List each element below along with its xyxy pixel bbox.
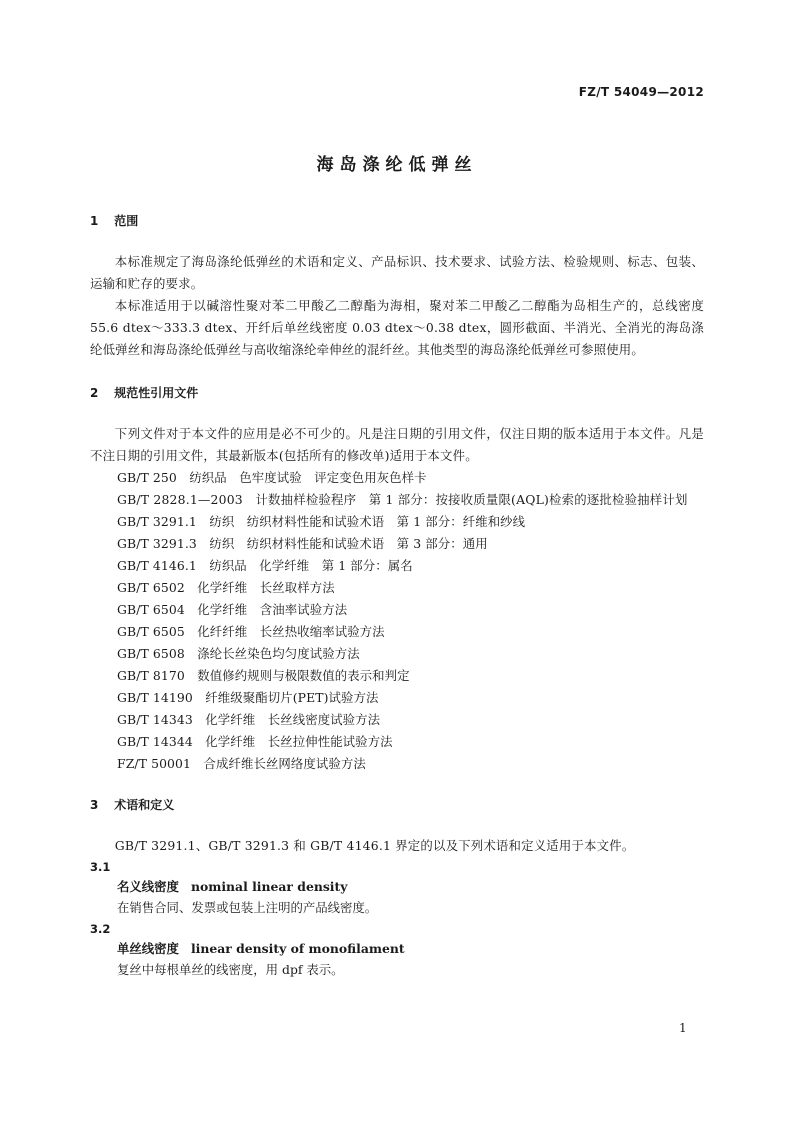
reference-item: GB/T 2828.1—2003 计数抽样检验程序 第 1 部分：按接收质量限(AQL)检索的逐批检验抽样计划 bbox=[117, 492, 688, 507]
paragraph: GB/T 3291.1、GB/T 3291.3 和 GB/T 4146.1 界定的以及下列术语和定义适用于本文件。 bbox=[114, 838, 635, 853]
section-number: 1 bbox=[90, 214, 99, 228]
reference-item: GB/T 14190 纤维级聚酯切片(PET)试验方法 bbox=[117, 690, 379, 705]
term-definition: 在销售合同、发票或包装上注明的产品线密度。 bbox=[117, 900, 378, 915]
reference-item: GB/T 3291.3 纺织 纺织材料性能和试验术语 第 3 部分：通用 bbox=[117, 536, 488, 551]
standard-code: FZ/T 54049—2012 bbox=[578, 85, 704, 99]
term-en: nominal linear density bbox=[190, 879, 348, 894]
paragraph: 下列文件对于本文件的应用是必不可少的。凡是注日期的引用文件，仅注日期的版本适用于本文件。凡是不注日期的引用文件，其最新版本(包括所有的修改单)适用于本文件。 bbox=[90, 426, 704, 463]
reference-item: GB/T 3291.1 纺织 纺织材料性能和试验术语 第 1 部分：纤维和纱线 bbox=[117, 514, 526, 529]
section-title: 规范性引用文件 bbox=[114, 386, 199, 400]
term-zh: 单丝线密度 bbox=[117, 941, 179, 956]
reference-item: GB/T 6508 涤纶长丝染色均匀度试验方法 bbox=[117, 646, 360, 661]
paragraph: 本标准适用于以碱溶性聚对苯二甲酸乙二醇酯为海相，聚对苯二甲酸乙二醇酯为岛相生产的，总线密度 55.6 dtex～333.3 dtex、开纤后单丝线密度 0.03 dtex～0.38 dtex，圆形截面、半消光、全消光的海岛涤纶低弹丝和海岛涤纶低弹丝与高收缩涤纶牵伸丝的混纤丝。其他类型的海岛涤纶低弹丝可参照使用。 bbox=[90, 298, 704, 357]
reference-item: FZ/T 50001 合成纤维长丝网络度试验方法 bbox=[117, 756, 366, 771]
section-title: 术语和定义 bbox=[114, 798, 175, 812]
section-title: 范围 bbox=[114, 214, 139, 228]
paragraph: 本标准规定了海岛涤纶低弹丝的术语和定义、产品标识、技术要求、试验方法、检验规则、标志、包装、运输和贮存的要求。 bbox=[90, 254, 704, 291]
document-title: 海岛涤纶低弹丝 bbox=[316, 155, 478, 175]
page-number: 1 bbox=[679, 1021, 687, 1035]
reference-item: GB/T 250 纺织品 色牢度试验 评定变色用灰色样卡 bbox=[117, 470, 427, 485]
term-definition: 复丝中每根单丝的线密度，用 dpf 表示。 bbox=[117, 962, 344, 977]
term-number: 3.2 bbox=[90, 922, 111, 936]
reference-item: GB/T 8170 数值修约规则与极限数值的表示和判定 bbox=[117, 668, 410, 683]
term-number: 3.1 bbox=[90, 860, 111, 874]
reference-item: GB/T 14344 化学纤维 长丝拉伸性能试验方法 bbox=[117, 734, 393, 749]
section-1-heading bbox=[90, 211, 704, 231]
reference-item: GB/T 6502 化学纤维 长丝取样方法 bbox=[117, 580, 335, 595]
section-3-heading bbox=[90, 795, 704, 815]
section-number: 3 bbox=[90, 798, 99, 812]
section-2-heading bbox=[90, 383, 704, 403]
reference-list bbox=[90, 467, 704, 775]
term-name bbox=[90, 939, 704, 959]
section-number: 2 bbox=[90, 386, 99, 400]
term-name bbox=[90, 877, 704, 897]
term-entry bbox=[90, 919, 704, 981]
document-body bbox=[90, 211, 704, 981]
reference-item: GB/T 14343 化学纤维 长丝线密度试验方法 bbox=[117, 712, 381, 727]
reference-item: GB/T 6505 化纤纤维 长丝热收缩率试验方法 bbox=[117, 624, 385, 639]
term-en: linear density of monofilament bbox=[190, 941, 405, 956]
term-zh: 名义线密度 bbox=[117, 879, 179, 894]
reference-item: GB/T 6504 化学纤维 含油率试验方法 bbox=[117, 602, 348, 617]
term-entry bbox=[90, 857, 704, 919]
reference-item: GB/T 4146.1 纺织品 化学纤维 第 1 部分：属名 bbox=[117, 558, 413, 573]
